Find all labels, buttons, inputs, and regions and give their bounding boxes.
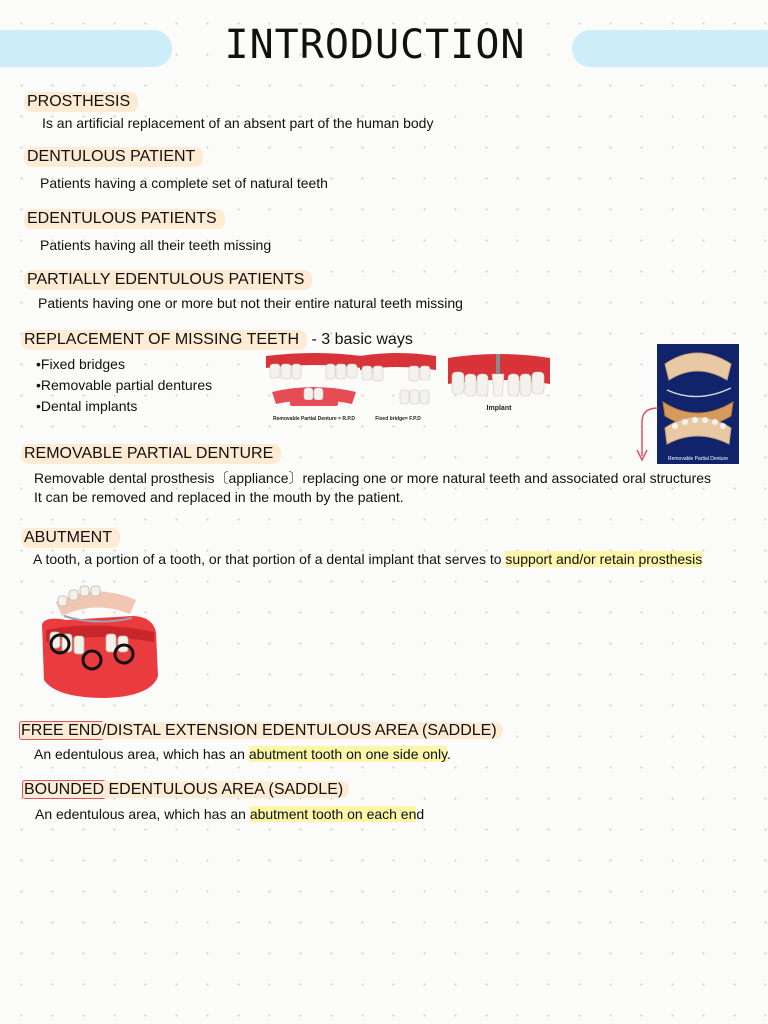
bounded-text: An edentulous area, which has an [35, 806, 250, 822]
rpd-definition-line1: Removable dental prosthesis〔appliance〕replacing one or more natural teeth and associated oral structures [34, 470, 712, 486]
title-banner-right [572, 30, 768, 67]
dentulous-heading: DENTULOUS PATIENT [24, 147, 203, 167]
partially-edentulous-definition: Patients having one or more but not their entire natural teeth missing [38, 295, 463, 311]
page-title: INTRODUCTION [224, 22, 526, 68]
bounded-end: d [416, 806, 425, 822]
free-end-heading [21, 722, 503, 740]
bullet-removable-partial-dentures: •Removable partial dentures [36, 377, 213, 393]
bounded-heading [24, 781, 349, 799]
rpd-heading: REMOVABLE PARTIAL DENTURE [21, 444, 281, 464]
rpd-illustration [262, 352, 366, 424]
rpd-photo-caption: Removable Partial Denture [667, 456, 729, 462]
fixed-bridge-illustration [356, 352, 440, 424]
implant-caption: Implant [486, 405, 512, 412]
free-end-definition [34, 746, 451, 762]
partially-edentulous-heading: PARTIALLY EDENTULOUS PATIENTS [24, 270, 312, 290]
replacement-heading-line [21, 330, 413, 350]
abutment-text: A tooth, a portion of a tooth, or that portion of a dental implant that serves to [33, 551, 506, 567]
replacement-heading: REPLACEMENT OF MISSING TEETH [21, 330, 307, 350]
red-arrow-annotation [634, 404, 660, 466]
rpd-photo [657, 344, 739, 464]
prosthesis-definition: Is an artificial replacement of an absent part of the human body [42, 115, 434, 131]
rpd-definition-line2: It can be removed and replaced in the mouth by the patient. [34, 489, 404, 505]
free-end-end: . [447, 746, 451, 762]
edentulous-heading: EDENTULOUS PATIENTS [24, 209, 225, 229]
dentulous-definition: Patients having a complete set of natural teeth [40, 175, 328, 191]
bullet-dental-implants: •Dental implants [36, 398, 138, 414]
free-end-highlight: abutment tooth on one side only [248, 746, 448, 762]
abutment-heading: ABUTMENT [21, 528, 120, 548]
bounded-definition [35, 806, 424, 822]
fixed-bridge-caption: Fixed bridge= F.P.D [375, 416, 421, 422]
prosthesis-heading: PROSTHESIS [24, 92, 138, 112]
bounded-highlight: abutment tooth on each en [249, 806, 417, 822]
abutment-definition [33, 551, 702, 567]
bullet-fixed-bridges: •Fixed bridges [36, 356, 125, 372]
replacement-suffix: - 3 basic ways [307, 331, 413, 348]
title-banner-left [0, 30, 172, 67]
edentulous-definition: Patients having all their teeth missing [40, 237, 272, 253]
abutment-highlight: support and/or retain prosthesis [505, 551, 703, 567]
free-end-boxed: FREE END [21, 722, 102, 739]
free-end-text: An edentulous area, which has an [34, 746, 249, 762]
free-end-rest: /DISTAL EXTENSION EDENTULOUS AREA (SADDLE) [102, 722, 503, 739]
bounded-rest: EDENTULOUS AREA (SADDLE) [104, 781, 349, 798]
implant-illustration [446, 352, 552, 414]
rpd-caption: Removable Partial Denture = R.P.D [272, 416, 356, 422]
bounded-boxed: BOUNDED [24, 781, 105, 798]
abutment-illustration [36, 580, 162, 702]
